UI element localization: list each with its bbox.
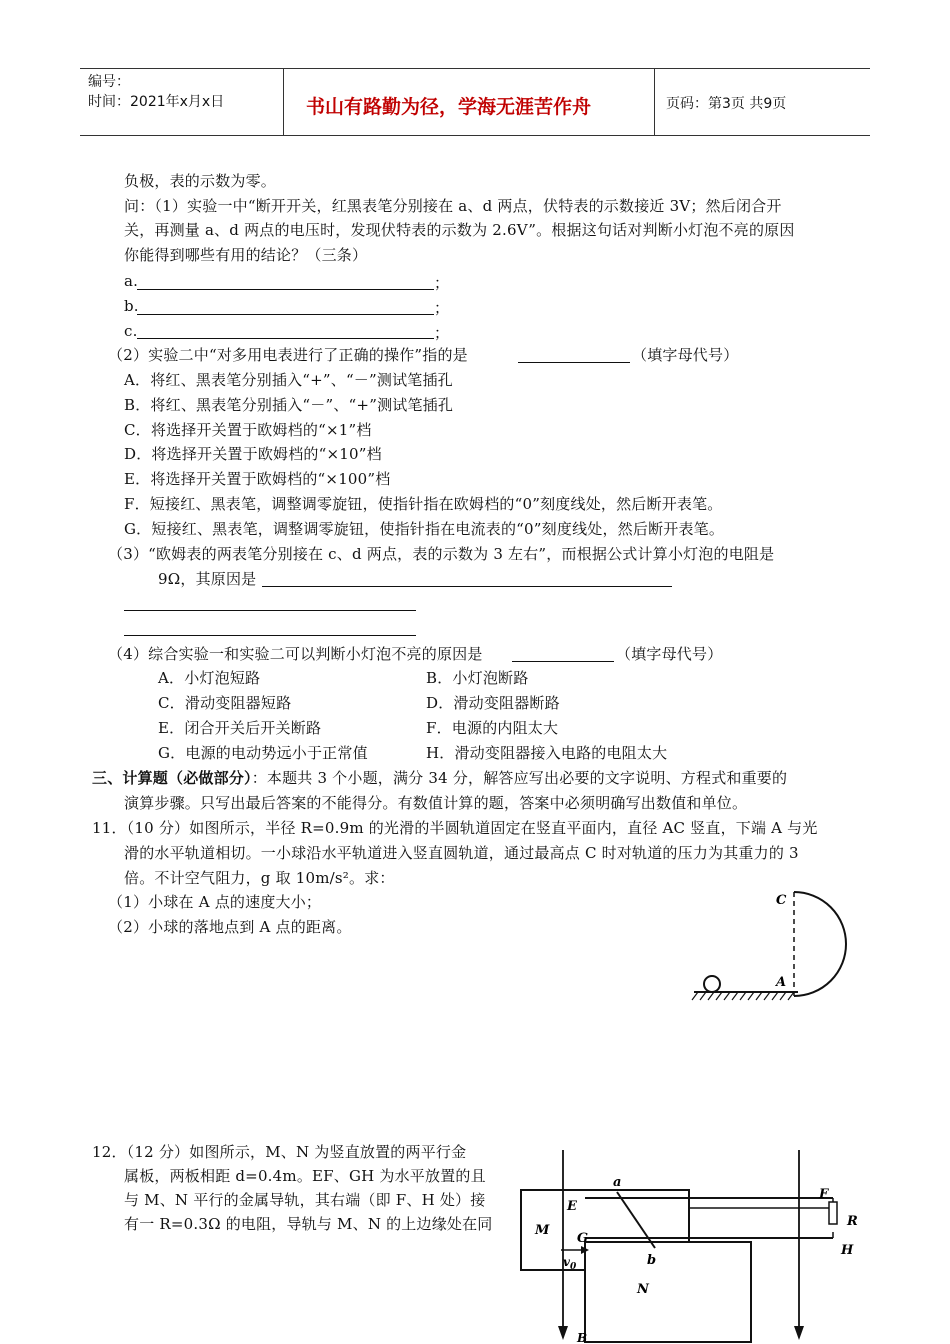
option-d: D．将选择开关置于欧姆档的“×10”档 bbox=[124, 445, 382, 463]
semicolon: ； bbox=[434, 324, 450, 342]
problem-11-q1: （1）小球在 A 点的速度大小； bbox=[108, 893, 322, 911]
q4-option: H．滑动变阻器接入电路的电阻太大 bbox=[426, 744, 668, 762]
q4-option: B．小灯泡断路 bbox=[426, 669, 529, 687]
q4-option: D．滑动变阻器断路 bbox=[426, 694, 560, 712]
problem-11-line: 倍。不计空气阻力，g 取 10m/s²。求： bbox=[124, 869, 395, 887]
answer-label-c: c. bbox=[124, 322, 138, 340]
option-b: B．将红、黑表笔分别插入“－”、“+”测试笔插孔 bbox=[124, 396, 454, 414]
option-c: C．将选择开关置于欧姆档的“×1”档 bbox=[124, 421, 372, 439]
label-a-small: a bbox=[613, 1175, 622, 1190]
answer-label-b: b. bbox=[124, 297, 139, 315]
header-motto: 书山有路勤为径，学海无涯苦作舟 bbox=[306, 96, 592, 118]
text-line: 你能得到哪些有用的结论？（三条） bbox=[124, 246, 368, 264]
field-arrow-right bbox=[794, 1326, 804, 1340]
label-h: H bbox=[841, 1243, 854, 1258]
text-line: 问：（1）实验一中“断开开关，红黑表笔分别接在 a、d 两点，伏特表的示数接近 3V；然后闭合开 bbox=[124, 197, 782, 215]
label-m: M bbox=[535, 1223, 550, 1238]
q2-tail: （填字母代号） bbox=[632, 346, 739, 364]
q2-answer-blank bbox=[518, 362, 630, 363]
label-c: C bbox=[776, 893, 787, 908]
option-e: E．将选择开关置于欧姆档的“×100”档 bbox=[124, 470, 391, 488]
problem-11-q2: （2）小球的落地点到 A 点的距离。 bbox=[108, 918, 352, 936]
section-3-desc-2: 演算步骤。只写出最后答案的不能得分。有数值计算的题，答案中必须明确写出数值和单位。 bbox=[124, 794, 748, 812]
answer-label-a: a. bbox=[124, 272, 139, 290]
label-e: E bbox=[567, 1199, 577, 1214]
option-g: G．短接红、黑表笔，调整调零旋钮，使指针指在电流表的“0”刻度线处，然后断开表笔。 bbox=[124, 520, 725, 538]
q4-option: G．电源的电动势远小于正常值 bbox=[158, 744, 368, 762]
answer-blank-b bbox=[137, 314, 434, 315]
problem-11: 11．（10 分）如图所示，半径 R=0.9m 的光滑的半圆轨道固定在竖直平面内，直径 AC 竖直，下端 A 与光 bbox=[92, 819, 818, 837]
label-f: F bbox=[819, 1187, 829, 1202]
q4-tail: （填字母代号） bbox=[616, 645, 723, 663]
field-arrow-left bbox=[558, 1326, 568, 1340]
question-3: （3）“欧姆表的两表笔分别接在 c、d 两点，表的示数为 3 左右”，而根据公式计算小灯泡的电阻是 bbox=[108, 545, 775, 563]
question-2: （2）实验二中“对多用电表进行了正确的操作”指的是 bbox=[108, 346, 468, 364]
label-v-subscript: 0 bbox=[569, 1262, 577, 1272]
label-r: R bbox=[847, 1214, 858, 1229]
problem-12-line: 与 M、N 平行的金属导轨，其右端（即 F、H 处）接 bbox=[124, 1191, 486, 1209]
header-divider-right bbox=[654, 68, 655, 136]
q3-answer-blank-2 bbox=[124, 610, 416, 611]
label-n: N bbox=[637, 1282, 649, 1297]
answer-blank-c bbox=[137, 338, 434, 339]
option-f: F．短接红、黑表笔，调整调零旋钮，使指针指在欧姆档的“0”刻度线处，然后断开表笔。 bbox=[124, 495, 723, 513]
answer-blank-a bbox=[137, 289, 434, 290]
question-3-cont: 9Ω，其原因是 bbox=[158, 570, 257, 588]
resistor bbox=[829, 1202, 837, 1224]
q4-answer-blank bbox=[512, 661, 614, 662]
problem-12-line: 有一 R=0.3Ω 的电阻，导轨与 M、N 的上边缘处在同 bbox=[124, 1215, 493, 1233]
semicolon: ； bbox=[434, 299, 450, 317]
section-3-title: 三、计算题（必做部分） bbox=[92, 769, 252, 787]
q3-answer-blank-3 bbox=[124, 635, 416, 636]
header-bottom-rule bbox=[80, 135, 870, 136]
q4-option: F．电源的内阻太大 bbox=[426, 719, 559, 737]
text-line: 负极，表的示数为零。 bbox=[124, 172, 277, 190]
label-b-small: b bbox=[647, 1253, 657, 1268]
rod-ab bbox=[617, 1192, 655, 1248]
time-label: 时间：2021年x月x日 bbox=[88, 94, 225, 110]
page-number-label: 页码：第3页 共9页 bbox=[666, 96, 787, 112]
section-3-heading bbox=[92, 767, 787, 789]
ball bbox=[704, 976, 720, 992]
q4-option: A．小灯泡短路 bbox=[158, 669, 261, 687]
plate-n bbox=[585, 1242, 751, 1342]
header-top-rule bbox=[80, 68, 870, 69]
figure-semicircle-track bbox=[690, 880, 860, 1010]
label-g: G bbox=[577, 1231, 589, 1246]
ground-hatch bbox=[692, 992, 794, 1000]
problem-11-line: 滑的水平轨道相切。一小球沿水平轨道进入竖直圆轨道，通过最高点 C 时对轨道的压力为其重力的 3 bbox=[124, 844, 799, 862]
semicircle-track bbox=[794, 892, 846, 996]
figure-plates-rails bbox=[515, 1150, 865, 1344]
q3-answer-blank bbox=[262, 586, 672, 587]
label-b-field: B bbox=[577, 1331, 588, 1344]
text-line: 关，再测量 a、d 两点的电压时，发现伏特表的示数为 2.6V”。根据这句话对判断小灯泡不亮的原因 bbox=[124, 221, 795, 239]
section-3-desc: ：本题共 3 个小题，满分 34 分，解答应写出必要的文字说明、方程式和重要的 bbox=[251, 769, 788, 787]
q4-option: E．闭合开关后开关断路 bbox=[158, 719, 322, 737]
problem-12: 12．（12 分）如图所示，M、N 为竖直放置的两平行金 bbox=[92, 1143, 467, 1161]
label-a: A bbox=[776, 975, 787, 990]
q4-option: C．滑动变阻器短路 bbox=[158, 694, 292, 712]
label-v: v bbox=[563, 1255, 570, 1269]
question-4: （4）综合实验一和实验二可以判断小灯泡不亮的原因是 bbox=[108, 645, 483, 663]
option-a: A．将红、黑表笔分别插入“+”、“－”测试笔插孔 bbox=[124, 371, 453, 389]
semicolon: ； bbox=[434, 274, 450, 292]
serial-label: 编号： bbox=[88, 74, 130, 90]
header-divider-left bbox=[283, 68, 284, 136]
problem-12-line: 属板，两板相距 d=0.4m。EF、GH 为水平放置的且 bbox=[124, 1167, 486, 1185]
